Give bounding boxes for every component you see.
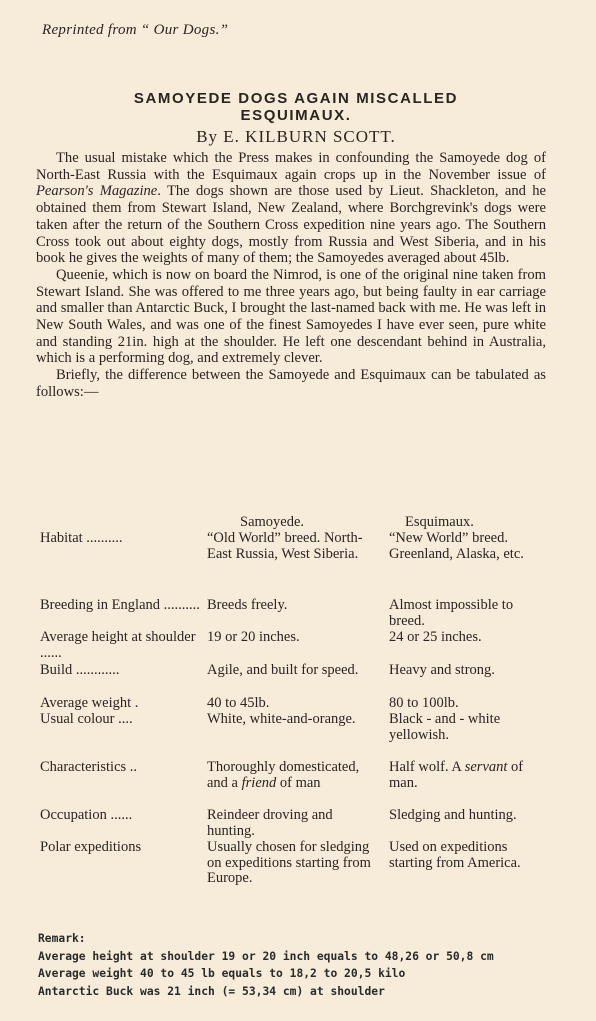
- row-label: Occupation ......: [40, 807, 133, 823]
- col-header-samoyede: Samoyede.: [240, 514, 305, 530]
- samoyede-cell: Breeds freely.: [207, 597, 288, 613]
- remark-line: Antarctic Buck was 21 inch (= 53,34 cm) at shoulder: [38, 984, 385, 998]
- esquimaux-cell: 80 to 100lb.: [389, 695, 459, 711]
- reprint-note: Reprinted from “ Our Dogs.”: [42, 22, 229, 38]
- samoyede-cell: 40 to 45lb.: [207, 695, 270, 711]
- esquimaux-cell: Used on expeditions starting from America.: [389, 839, 521, 871]
- row-label: Build ............: [40, 662, 120, 678]
- samoyede-cell: 19 or 20 inches.: [207, 629, 300, 645]
- row-label: Average height at shoulder ......: [40, 629, 196, 661]
- esquimaux-text-b: of man.: [389, 759, 524, 791]
- samoyede-cell: Agile, and built for speed.: [207, 662, 359, 678]
- samoyede-cell: Reindeer droving and hunting.: [207, 807, 333, 839]
- remark-note: [38, 930, 494, 1000]
- magazine-title: Pearson's Magazine: [36, 183, 158, 200]
- row-label: Habitat ..........: [40, 530, 123, 546]
- paragraph-1: [36, 150, 546, 267]
- samoyede-cell: Usually chosen for sledging on expeditions starting from Europe.: [207, 839, 371, 886]
- remark-line: Average weight 40 to 45 lb equals to 18,2 to 20,5 kilo: [38, 967, 406, 980]
- friend-emphasis: friend: [241, 774, 277, 791]
- esquimaux-cell: Almost impossible to breed.: [389, 597, 514, 629]
- esquimaux-cell: “New World” breed. Greenland, Alaska, etc.: [389, 530, 524, 562]
- headline-line-2: ESQUIMAUX.: [240, 107, 352, 124]
- row-label: Characteristics ..: [40, 759, 138, 775]
- paragraph-3: Briefly, the difference between the Samoyede and Esquimaux can be tabulated as follows:—: [36, 367, 546, 400]
- samoyede-cell: “Old World” breed. North-East Russia, West Siberia.: [207, 530, 363, 562]
- esquimaux-cell: [389, 760, 551, 791]
- headline-line-1: SAMOYEDE DOGS AGAIN MISCALLED: [133, 90, 459, 107]
- row-label: Usual colour ....: [40, 711, 133, 727]
- esquimaux-cell: Heavy and strong.: [389, 662, 495, 678]
- samoyede-text-a: Thoroughly domesticated, and a: [207, 759, 360, 791]
- paragraph-2: Queenie, which is now on board the Nimrod, is one of the original nine taken from Stewart Island. She was offered to me three years ago, but being faulty in ear carriage and smaller than Antarctic Buck, I brought the last-named back with me. He was left in New South Wales, and was one of the finest Samoyedes I have ever seen, pure white and standing 21in. high at the shoulder. He left one descendant behind in Australia, which is a performing dog, and extremely clever.: [36, 266, 546, 367]
- samoyede-text-b: of man: [276, 774, 321, 791]
- samoyede-cell: White, white-and-orange.: [207, 711, 356, 727]
- row-label: Polar expeditions: [40, 839, 142, 855]
- esquimaux-cell: 24 or 25 inches.: [389, 629, 482, 645]
- paragraph-1-text-b: . The dogs shown are those used by Lieut. Shackleton, and he obtained them from Stewart Island, New Zealand, where Borchgrevink's dogs were taken after the return of the Southern Cross expedition nine years ago. The Southern Cross took out about eighty dogs, mostly from Russia and West Siberia, and in his book he gives the weights of many of them; the Samoyedes averaged about 45lb.: [36, 183, 546, 267]
- samoyede-cell: [207, 760, 377, 791]
- paragraph-1-text-a: The usual mistake which the Press makes in confounding the Samoyede dog of North-East Russia with the Esquimaux again crops up in the November issue of: [36, 150, 546, 183]
- col-header-esquimaux: Esquimaux.: [405, 514, 474, 530]
- servant-emphasis: servant: [464, 759, 508, 775]
- remark-line: Average height at shoulder 19 or 20 inch equals to 48,26 or 50,8 cm: [38, 949, 494, 963]
- remark-title: Remark:: [38, 932, 86, 945]
- esquimaux-cell: Sledging and hunting.: [389, 807, 517, 823]
- article-body: [36, 150, 546, 401]
- row-label: Average weight .: [40, 695, 139, 711]
- esquimaux-cell: Black - and - white yellowish.: [389, 711, 501, 743]
- byline: By E. KILBURN SCOTT.: [196, 127, 396, 146]
- row-label: Breeding in England ..........: [40, 597, 200, 613]
- esquimaux-text-a: Half wolf. A: [389, 759, 465, 775]
